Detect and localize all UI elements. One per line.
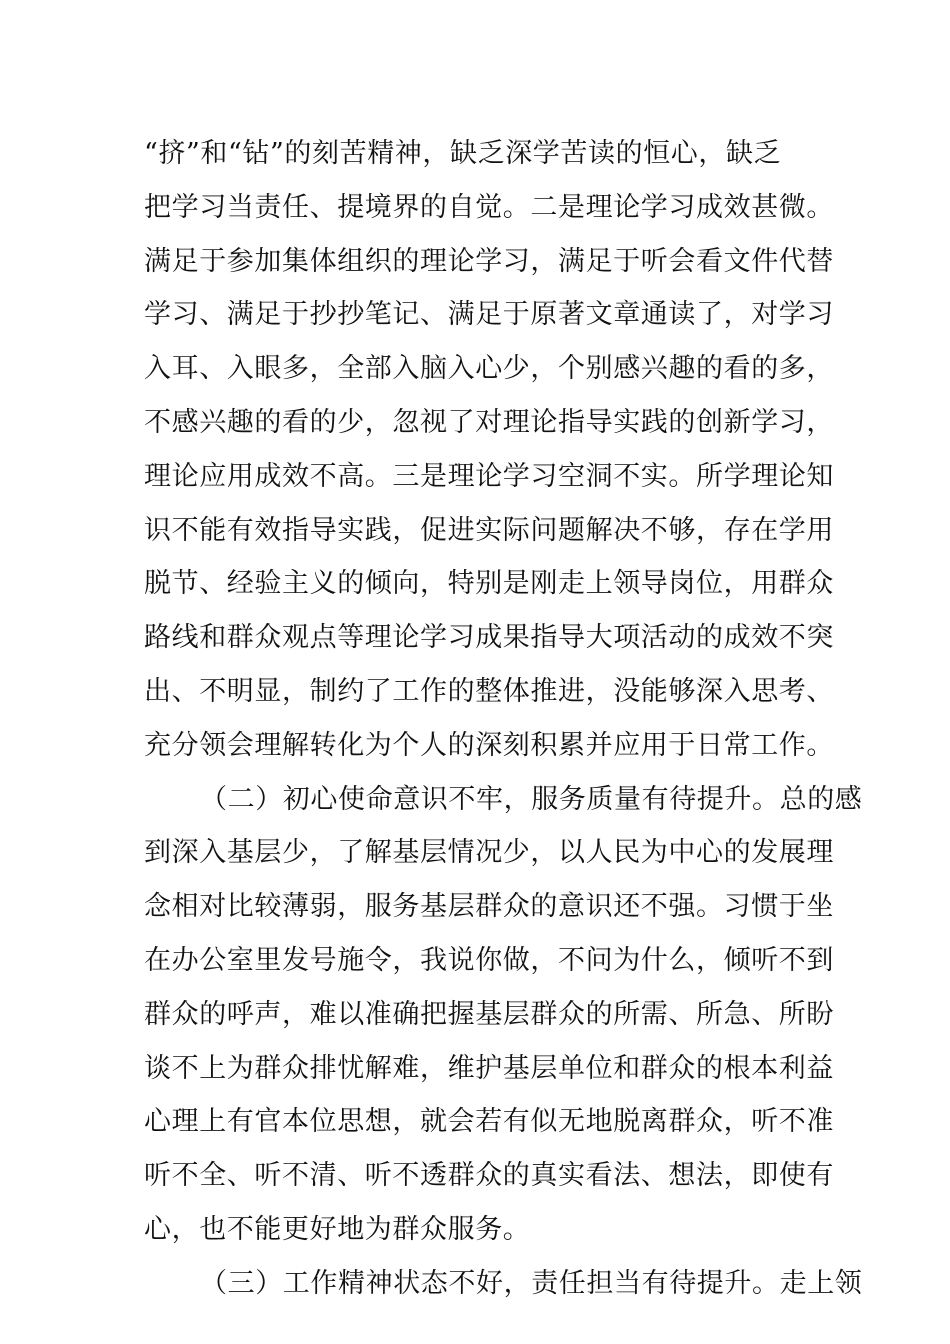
text-line: （三）工作精神状态不好，责任担当有待提升。走上领 xyxy=(200,1267,863,1299)
text-line: 听不全、听不清、听不透群众的真实看法、想法，即使有 xyxy=(144,1160,834,1192)
text-line: 在办公室里发号施令，我说你做，不问为什么，倾听不到 xyxy=(144,944,834,976)
text-line: 识不能有效指导实践，促进实际问题解决不够，存在学用 xyxy=(144,514,834,546)
text-line: （二）初心使命意识不牢，服务质量有待提升。总的感 xyxy=(200,783,863,815)
text-line: 路线和群众观点等理论学习成果指导大项活动的成效不突 xyxy=(144,622,834,654)
text-line: 谈不上为群众排忧解难，维护基层单位和群众的根本利益 xyxy=(144,1052,834,1084)
text-line: 心，也不能更好地为群众服务。 xyxy=(144,1213,531,1245)
paragraph-mission-awareness xyxy=(144,773,863,1257)
text-line: 到深入基层少，了解基层情况少，以人民为中心的发展理 xyxy=(144,837,834,869)
text-line: 心理上有官本位思想，就会若有似无地脱离群众，听不准 xyxy=(144,1106,834,1138)
body-text xyxy=(144,127,863,1311)
text-line: 入耳、入眼多，全部入脑入心少，个别感兴趣的看的多， xyxy=(144,353,834,385)
text-line: 理论应用成效不高。三是理论学习空洞不实。所学理论知 xyxy=(144,460,834,492)
text-line: 把学习当责任、提境界的自觉。二是理论学习成效甚微。 xyxy=(144,191,834,223)
text-line: 脱节、经验主义的倾向，特别是刚走上领导岗位，用群众 xyxy=(144,568,834,600)
text-line: “挤”和“钻”的刻苦精神，缺乏深学苦读的恒心，缺乏 xyxy=(144,138,782,169)
paragraph-work-spirit xyxy=(144,1257,863,1311)
text-line: 满足于参加集体组织的理论学习，满足于听会看文件代替 xyxy=(144,245,834,277)
text-line: 群众的呼声，难以准确把握基层群众的所需、所急、所盼 xyxy=(144,998,834,1030)
text-line: 出、不明显，制约了工作的整体推进，没能够深入思考、 xyxy=(144,675,834,707)
text-line: 不感兴趣的看的少，忽视了对理论指导实践的创新学习， xyxy=(144,406,834,438)
text-line: 念相对比较薄弱，服务基层群众的意识还不强。习惯于坐 xyxy=(144,891,834,923)
paragraph-learning-issues xyxy=(144,127,844,773)
text-line: 充分领会理解转化为个人的深刻积累并应用于日常工作。 xyxy=(144,729,834,761)
text-line: 学习、满足于抄抄笔记、满足于原著文章通读了，对学习 xyxy=(144,299,834,331)
